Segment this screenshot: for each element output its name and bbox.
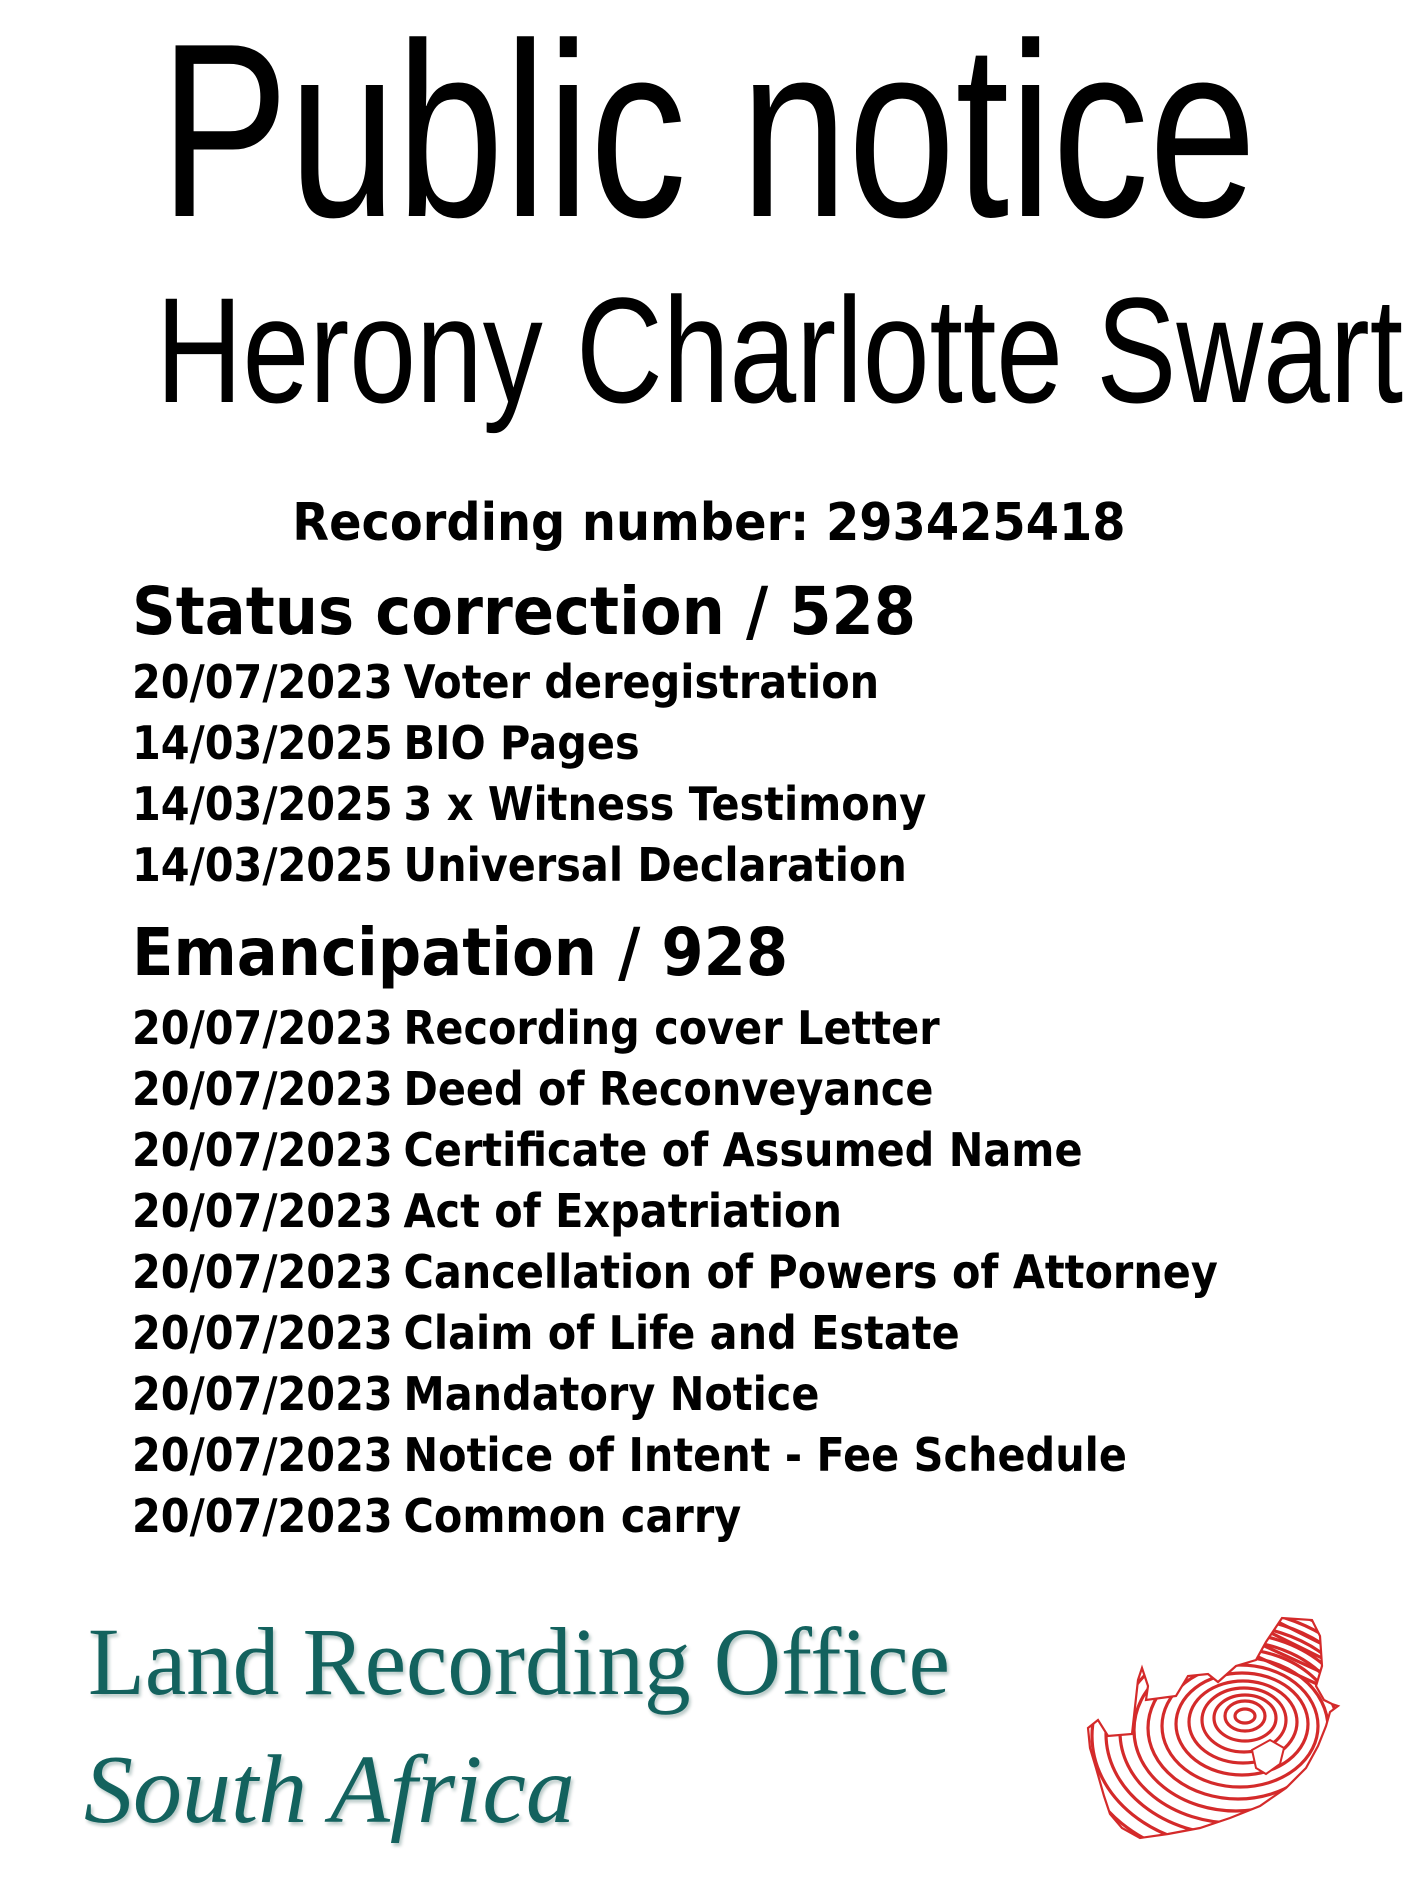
item-date: 20/07/2023 (132, 1489, 393, 1543)
list-item (132, 1181, 1218, 1242)
item-date: 20/07/2023 (132, 1306, 393, 1360)
item-date: 20/07/2023 (132, 1428, 393, 1482)
list-item (132, 1364, 1218, 1425)
item-label: Claim of Life and Estate (403, 1306, 960, 1360)
item-label: Act of Expatriation (403, 1184, 842, 1238)
list-item (132, 1242, 1218, 1303)
item-label: BIO Pages (403, 716, 640, 770)
section-heading: Status correction / 528 (132, 573, 917, 650)
org-name (88, 1608, 977, 1715)
list-item (132, 1425, 1218, 1486)
list-item (132, 652, 926, 713)
item-label: Recording cover Letter (403, 1001, 940, 1055)
section-status-correction (132, 572, 1014, 896)
item-label: Common carry (403, 1489, 742, 1543)
item-label: Cancellation of Powers of Attorney (403, 1245, 1218, 1299)
item-date: 20/07/2023 (132, 1001, 393, 1055)
list-item (132, 1120, 1218, 1181)
item-label: Mandatory Notice (403, 1367, 820, 1421)
item-label: Universal Declaration (403, 838, 907, 892)
item-date: 20/07/2023 (132, 655, 393, 709)
item-date: 14/03/2025 (132, 716, 393, 770)
item-label: Notice of Intent - Fee Schedule (403, 1428, 1127, 1482)
person-name-text: Herony Charlotte Swart (155, 266, 1404, 434)
item-label: Certificate of Assumed Name (403, 1123, 1083, 1177)
item-date: 20/07/2023 (132, 1184, 393, 1238)
item-label: 3 x Witness Testimony (403, 777, 927, 831)
list-item (132, 1486, 1218, 1547)
item-date: 14/03/2025 (132, 777, 393, 831)
section-emancipation (132, 913, 1339, 1547)
recording-number-text: Recording number: 293425418 (291, 493, 1126, 553)
item-date: 20/07/2023 (132, 1123, 393, 1177)
list-item (132, 774, 926, 835)
list-item (132, 1059, 1218, 1120)
list-item (132, 1303, 1218, 1364)
org-name-text: Land Recording Office (88, 1608, 950, 1715)
section-heading: Emancipation / 928 (132, 914, 789, 991)
item-label: Voter deregistration (403, 655, 880, 709)
person-name (0, 266, 1417, 434)
item-label: Deed of Reconveyance (403, 1062, 934, 1116)
item-date: 20/07/2023 (132, 1245, 393, 1299)
page-title (0, 0, 1417, 269)
list-item (132, 713, 926, 774)
item-date: 14/03/2025 (132, 838, 393, 892)
list-item (132, 998, 1218, 1059)
item-date: 20/07/2023 (132, 1367, 393, 1421)
south-africa-fingerprint-map-icon (1080, 1608, 1345, 1843)
recording-number (0, 488, 1417, 558)
item-date: 20/07/2023 (132, 1062, 393, 1116)
title-text: Public notice (160, 0, 1257, 269)
list-item (132, 835, 926, 896)
org-country: South Africa (84, 1736, 575, 1844)
